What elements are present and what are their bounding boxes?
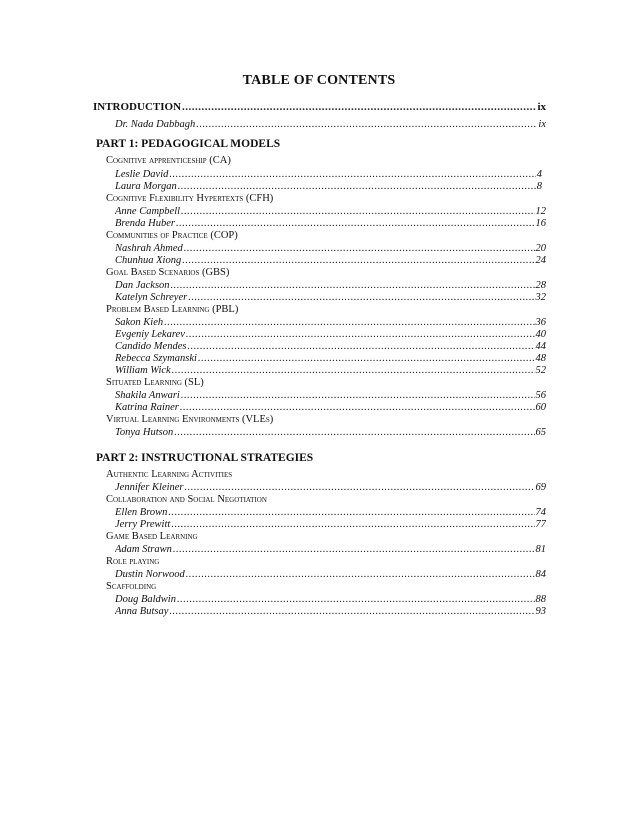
entry-author: Katelyn Schreyer [115,292,188,303]
leader-dots [198,353,535,365]
section-heading: Cognitive apprenticeship (CA) [106,155,231,166]
entry-page: 81 [535,544,546,555]
leader-dots [186,569,535,581]
toc-entry[interactable] [115,594,546,606]
entry-page: 60 [535,402,546,413]
leader-dots [171,519,534,531]
entry-author: Dustin Norwood [115,569,185,580]
toc-entry[interactable] [115,482,546,494]
toc-entry[interactable] [115,317,546,329]
entry-page: 65 [535,427,546,438]
toc-entry[interactable] [115,507,546,519]
toc-entry[interactable] [115,365,546,377]
entry-page: 4 [536,169,542,180]
toc-entry[interactable] [115,606,546,618]
section-heading: Communities of Practice (COP) [106,230,238,241]
toc-entry[interactable] [115,353,546,365]
leader-dots [186,329,535,341]
leader-dots [168,507,534,519]
entry-author: Katrina Rainer [115,402,179,413]
entry-author: Evgeniy Lekarev [115,329,185,340]
section-heading: Problem Based Learning (PBL) [106,304,239,315]
leader-dots [182,255,534,267]
section-heading: Authentic Learning Activities [106,469,233,480]
leader-dots [169,606,534,618]
leader-dots [172,365,535,377]
entry-author: Jerry Prewitt [115,519,171,530]
entry-page: 44 [535,341,546,352]
toc-entry[interactable] [115,181,542,193]
entry-page: ix [538,119,546,130]
entry-page: 20 [535,243,546,254]
toc-entry[interactable] [115,390,546,402]
section-heading: Collaboration and Social Negotiation [106,494,267,505]
entry-page: 40 [535,329,546,340]
entry-author: Adam Strawn [115,544,172,555]
entry-author: Candido Mendes [115,341,187,352]
entry-author: Dr. Nada Dabbagh [115,119,196,130]
entry-page: 93 [535,606,546,617]
part-heading: PART 1: PEDAGOGICAL MODELS [96,138,281,150]
section-heading: Cognitive Flexibility Hypertexts (CFH) [106,193,274,204]
section-heading: Virtual Learning Environments (VLEs) [106,414,274,425]
section-heading: Role playing [106,556,160,567]
leader-dots [180,402,535,414]
entry-page: 12 [535,206,546,217]
entry-page: 16 [535,218,546,229]
leader-dots [176,218,535,230]
leader-dots [177,594,535,606]
entry-page: 69 [535,482,546,493]
toc-entry[interactable] [115,341,546,353]
toc-entry[interactable] [115,206,546,218]
leader-dots [181,206,534,218]
leader-dots [196,119,537,131]
leader-dots [185,482,535,494]
entry-author: Rebecca Szymanski [115,353,197,364]
entry-author: Nashrah Ahmed [115,243,183,254]
leader-dots [184,243,535,255]
toc-entry[interactable] [115,280,546,292]
entry-label: INTRODUCTION [93,101,182,113]
entry-author: Chunhua Xiong [115,255,182,266]
entry-author: Jennifer Kleiner [115,482,184,493]
entry-author: Shakila Anwari [115,390,180,401]
toc-entry[interactable] [115,292,546,304]
entry-page: 52 [535,365,546,376]
toc-entry-introduction[interactable] [93,101,546,113]
leader-dots [188,292,534,304]
entry-author: Laura Morgan [115,181,177,192]
leader-dots [173,544,535,556]
entry-author: Tonya Hutson [115,427,174,438]
toc-entry[interactable] [115,218,546,230]
toc-entry[interactable] [115,544,546,556]
page-title: TABLE OF CONTENTS [242,73,396,88]
entry-page: 77 [535,519,546,530]
leader-dots [169,169,535,181]
toc-entry[interactable] [115,569,546,581]
entry-page: 36 [535,317,546,328]
toc-entry[interactable] [115,255,546,267]
section-heading: Game Based Learning [106,531,198,542]
toc-entry[interactable] [115,169,542,181]
entry-page: ix [537,101,546,113]
toc-entry-intro-author[interactable] [115,119,546,131]
entry-author: Anna Butsay [115,606,169,617]
leader-dots [182,101,536,113]
toc-entry[interactable] [115,243,546,255]
part-heading: PART 2: INSTRUCTIONAL STRATEGIES [96,452,314,464]
leader-dots [164,317,534,329]
entry-page: 28 [535,280,546,291]
toc-entry[interactable] [115,402,546,414]
leader-dots [178,181,536,193]
section-heading: Situated Learning (SL) [106,377,204,388]
entry-page: 8 [536,181,542,192]
leader-dots [187,341,534,353]
entry-author: Doug Baldwin [115,594,176,605]
entry-author: Leslie David [115,169,169,180]
entry-page: 74 [535,507,546,518]
leader-dots [171,280,535,292]
entry-page: 56 [535,390,546,401]
entry-page: 48 [535,353,546,364]
section-heading: Goal Based Scenarios (GBS) [106,267,230,278]
toc-entry[interactable] [115,519,546,531]
entry-page: 84 [535,569,546,580]
entry-author: William Wick [115,365,171,376]
entry-page: 88 [535,594,546,605]
entry-author: Anne Campbell [115,206,181,217]
entry-page: 32 [535,292,546,303]
entry-author: Ellen Brown [115,507,168,518]
entry-author: Dan Jackson [115,280,170,291]
entry-author: Brenda Huber [115,218,175,229]
entry-page: 24 [535,255,546,266]
toc-entry[interactable] [115,329,546,341]
leader-dots [174,427,534,439]
toc-entry[interactable] [115,427,546,439]
section-heading: Scaffolding [106,581,157,592]
entry-author: Sakon Kieh [115,317,164,328]
leader-dots [181,390,535,402]
